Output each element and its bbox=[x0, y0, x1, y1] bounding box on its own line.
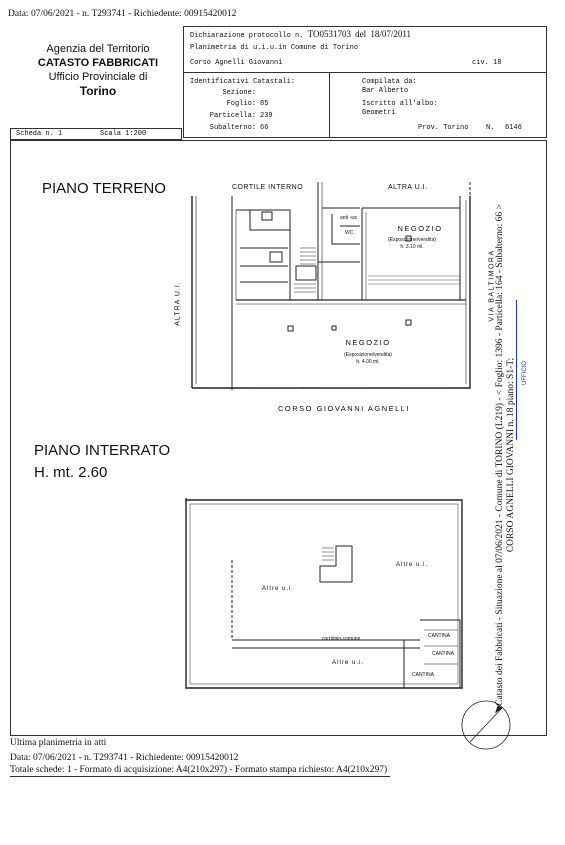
footer-data: Data: 07/06/2021 - n. T293741 - Richiedente: 00915420012 bbox=[10, 753, 239, 763]
agency-line3: Ufficio Provinciale di bbox=[48, 71, 148, 83]
foglio-label: Foglio: bbox=[226, 100, 256, 108]
subalterno-value: 66 bbox=[260, 124, 269, 132]
antiwc-label: anti -wc bbox=[340, 215, 358, 221]
prov-value: Prov. Torino bbox=[418, 124, 469, 132]
corridoio-label: corridoio comune bbox=[322, 636, 361, 642]
side-line2: CORSO AGNELLI GIOVANNI n. 18 piano: S1-T; bbox=[506, 357, 516, 553]
top-header: Data: 07/06/2021 - n. T293741 - Richiedente: 00915420012 bbox=[8, 9, 237, 19]
piano-terreno-title: PIANO TERRENO bbox=[42, 180, 166, 197]
iscritto-label: Iscritto all'albo: bbox=[362, 100, 438, 108]
cantina3-label: CANTINA bbox=[412, 672, 434, 678]
agency-line2: CATASTO FABBRICATI bbox=[37, 57, 159, 69]
altre-ui-1: Altre u.i. bbox=[396, 562, 429, 568]
negozio1-label: NEGOZIO bbox=[397, 224, 443, 233]
side-line1: Catasto dei Fabbricati - Situazione al 07/06/2021 - Comune di TORINO (L219) - < Foglio: 1396 - Particella: 164 - Subalterno: 66 > bbox=[495, 204, 505, 706]
side-stamp-line bbox=[516, 300, 517, 440]
compilata-name: Bar Alberto bbox=[362, 87, 409, 95]
cantina1-label: CANTINA bbox=[428, 633, 450, 639]
ultima-planimetria: Ultima planimetria in atti bbox=[10, 738, 107, 748]
via-baltimora-label: VIA BALTIMORA bbox=[488, 249, 496, 322]
sezione-label: Sezione: bbox=[222, 89, 256, 97]
particella-label: Particella: bbox=[209, 112, 256, 120]
wc-label: WC bbox=[345, 230, 354, 236]
protocol-del: del bbox=[355, 29, 367, 39]
n-label: N. bbox=[486, 124, 495, 132]
address-line: Corso Agnelli Giovanni bbox=[190, 59, 283, 67]
subalterno-label: Subalterno: bbox=[209, 124, 256, 132]
scala-label: Scala 1:200 bbox=[100, 130, 147, 138]
corso-label: CORSO GIOVANNI AGNELLI bbox=[278, 404, 411, 413]
side-stamp: UFFICIO bbox=[522, 361, 528, 385]
identificativi-title: Identificativi Catastali: bbox=[190, 78, 296, 86]
negozio1-sub: (Esposizione/vendita) bbox=[388, 237, 436, 243]
scheda-label: Scheda n. 1 bbox=[16, 130, 63, 138]
negozio1-h: h. 3.10 ml. bbox=[400, 244, 424, 250]
piano-interrato-title: PIANO INTERRATO bbox=[34, 442, 171, 459]
agency-line4: Torino bbox=[79, 84, 117, 98]
cortile-label: CORTILE INTERNO bbox=[232, 184, 304, 191]
altre-ui-2: Altre u.i. bbox=[262, 586, 295, 592]
particella-value: 239 bbox=[260, 112, 273, 120]
n-value: 6146 bbox=[505, 124, 522, 132]
protocol-date: 18/07/2011 bbox=[370, 29, 412, 39]
protocol-label: Dichiarazione protocollo n. bbox=[190, 32, 304, 40]
cantina2-label: CANTINA bbox=[432, 651, 454, 657]
footer-underline bbox=[10, 776, 390, 777]
negozio2-label: NEGOZIO bbox=[345, 338, 391, 347]
altre-ui-3: Altre u.i. bbox=[332, 660, 365, 666]
altra-ui-top-label: ALTRA U.I. bbox=[388, 184, 428, 191]
civ-line: civ. 18 bbox=[472, 59, 502, 67]
compilata-title: Compilata da: bbox=[362, 78, 417, 86]
foglio-value: 85 bbox=[260, 100, 269, 108]
albo-value: Geometri bbox=[362, 109, 396, 117]
h-mt-label: H. mt. 2.60 bbox=[34, 464, 108, 481]
negozio2-sub: (Esposizione/vendita) bbox=[344, 352, 392, 358]
altra-ui-left-label: ALTRA U.I. bbox=[174, 281, 182, 326]
planimetria-line: Planimetria di u.i.u.in Comune di Torino bbox=[190, 44, 359, 52]
agency-line1: Agenzia del Territorio bbox=[46, 43, 150, 55]
protocol-number: TO0531703 bbox=[307, 29, 351, 39]
negozio2-h: h. 4.00 ml. bbox=[356, 359, 380, 365]
footer-totale: Totale schede: 1 - Formato di acquisizione: A4(210x297) - Formato stampa richiesto: A4(210x297) bbox=[10, 765, 388, 775]
